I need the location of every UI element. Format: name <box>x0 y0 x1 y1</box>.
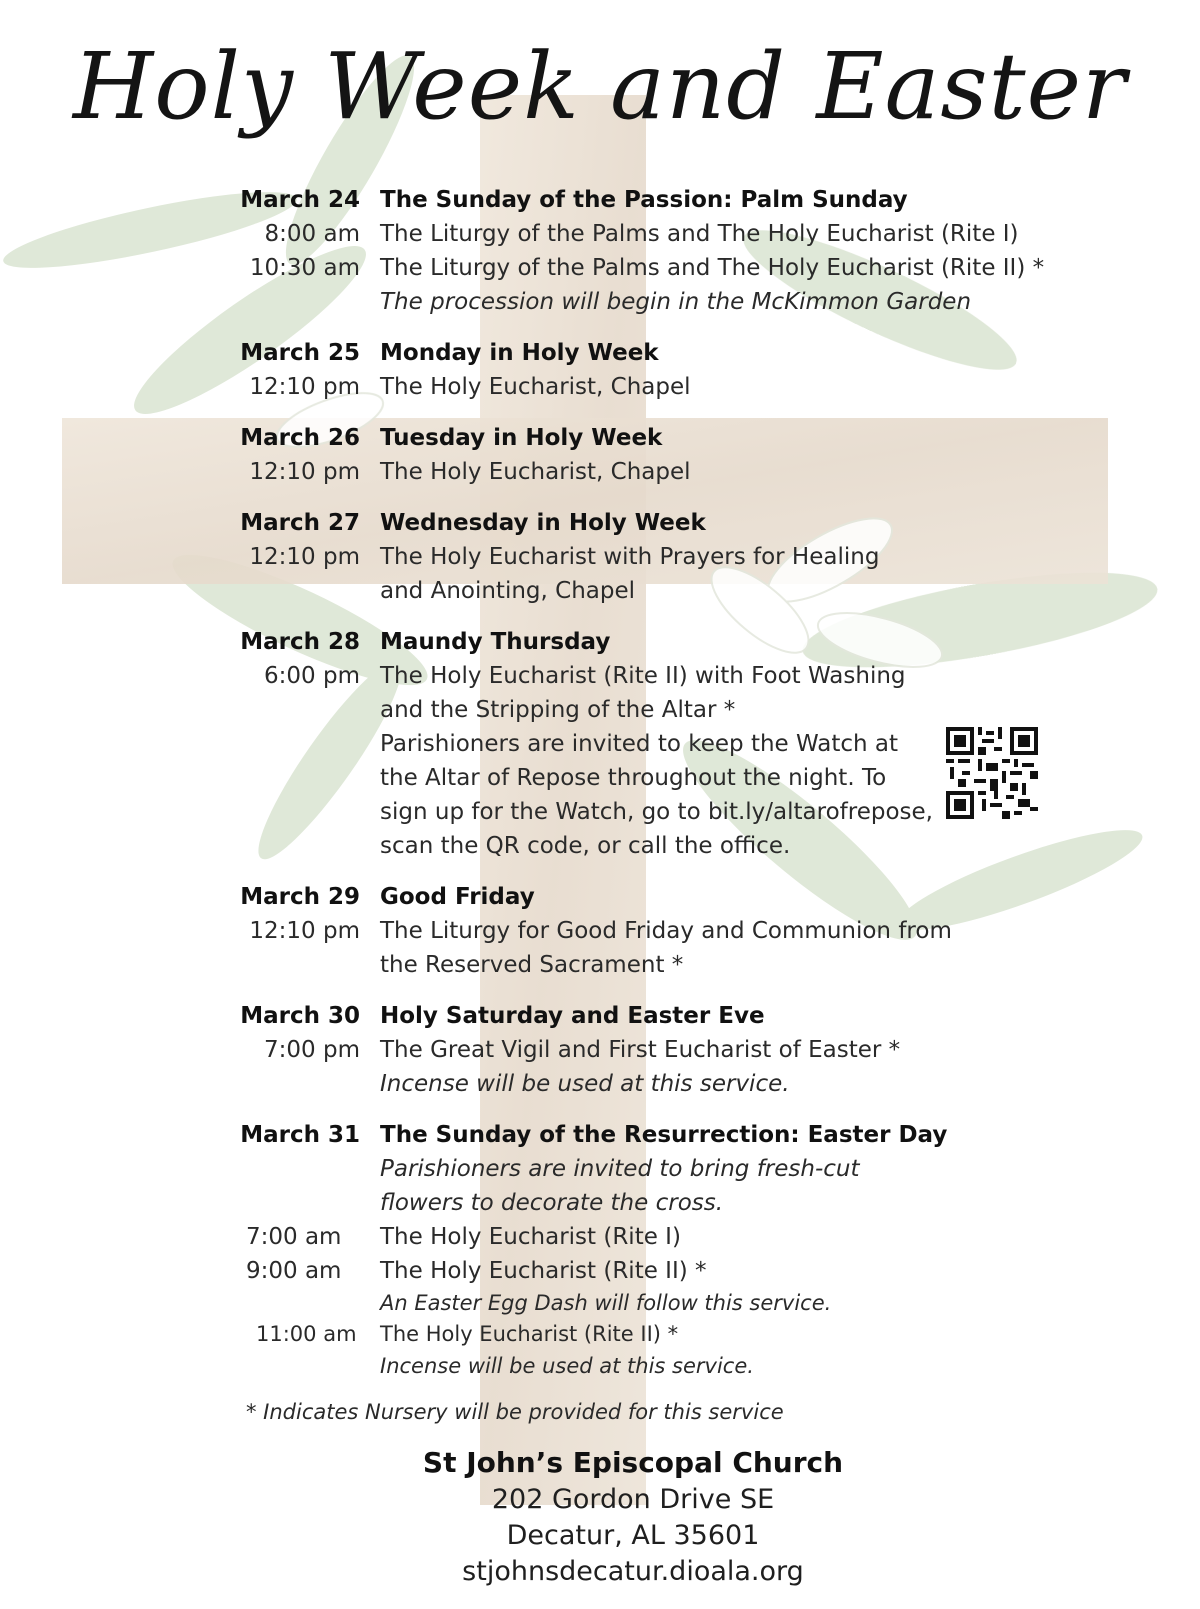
service-row <box>0 694 1200 727</box>
service-row <box>0 456 1200 489</box>
service-time: 8:00 am <box>264 221 360 247</box>
day-title: The Sunday of the Passion: Palm Sunday <box>380 187 908 213</box>
date-label: March 28 <box>240 629 360 655</box>
church-address-line2: Decatur, AL 35601 <box>506 1520 760 1551</box>
service-note: Incense will be used at this service. <box>380 1071 790 1097</box>
day-heading-row <box>0 1000 1200 1033</box>
date-label: March 24 <box>240 187 360 213</box>
service-text: the Altar of Repose throughout the night. To <box>380 765 887 791</box>
service-note: Parishioners are invited to bring fresh-cut <box>380 1156 860 1182</box>
church-website[interactable]: stjohnsdecatur.dioala.org <box>462 1556 804 1587</box>
service-time: 12:10 pm <box>249 374 360 400</box>
day-heading-row <box>0 626 1200 659</box>
date-label: March 30 <box>240 1003 360 1029</box>
service-text: The Liturgy of the Palms and The Holy Eucharist (Rite II) * <box>380 255 1045 281</box>
service-note: Incense will be used at this service. <box>380 1354 754 1378</box>
service-time: 12:10 pm <box>249 918 360 944</box>
service-note-row <box>0 1350 1200 1383</box>
service-row <box>0 660 1200 693</box>
service-row <box>0 1034 1200 1067</box>
service-time: 7:00 pm <box>264 1037 360 1063</box>
day-heading-row <box>0 881 1200 914</box>
service-text: The Holy Eucharist (Rite II) * <box>380 1322 679 1346</box>
day-heading-row <box>0 1119 1200 1152</box>
service-text: The Holy Eucharist with Prayers for Healing <box>380 544 880 570</box>
page-title: Holy Week and Easter <box>72 33 1128 140</box>
service-note: flowers to decorate the cross. <box>380 1190 724 1216</box>
date-label: March 29 <box>240 884 360 910</box>
service-row <box>0 218 1200 251</box>
day-heading-row <box>0 422 1200 455</box>
service-row <box>0 1255 1200 1288</box>
service-time: 9:00 am <box>246 1258 342 1284</box>
service-row <box>0 830 1200 863</box>
service-text: The Great Vigil and First Eucharist of Easter * <box>380 1037 901 1063</box>
service-note: The procession will begin in the McKimmon Garden <box>380 289 972 315</box>
service-text: The Holy Eucharist, Chapel <box>380 459 691 485</box>
service-row <box>0 252 1200 285</box>
church-address-line1: 202 Gordon Drive SE <box>491 1484 775 1515</box>
service-row <box>0 915 1200 948</box>
service-text: the Reserved Sacrament * <box>380 952 684 978</box>
service-text: sign up for the Watch, go to bit.ly/altarofrepose, <box>380 799 933 825</box>
service-note: An Easter Egg Dash will follow this service. <box>380 1291 832 1315</box>
day-heading-row <box>0 337 1200 370</box>
service-row <box>0 1318 1200 1351</box>
service-text: The Holy Eucharist (Rite II) with Foot Washing <box>380 663 906 689</box>
date-label: March 31 <box>240 1122 360 1148</box>
day-title: Monday in Holy Week <box>380 340 659 366</box>
service-row <box>0 575 1200 608</box>
service-text: and Anointing, Chapel <box>380 578 636 604</box>
service-time: 12:10 pm <box>249 544 360 570</box>
service-row <box>0 1221 1200 1254</box>
day-title: Wednesday in Holy Week <box>380 510 706 536</box>
service-text: The Liturgy of the Palms and The Holy Eucharist (Rite I) <box>380 221 1019 247</box>
day-title: Holy Saturday and Easter Eve <box>380 1003 765 1029</box>
service-row <box>0 541 1200 574</box>
date-label: March 27 <box>240 510 360 536</box>
service-note-row <box>0 1287 1200 1320</box>
service-text: Parishioners are invited to keep the Watch at <box>380 731 899 757</box>
date-label: March 26 <box>240 425 360 451</box>
service-note-row <box>0 286 1200 319</box>
service-time: 6:00 pm <box>264 663 360 689</box>
day-title: The Sunday of the Resurrection: Easter Day <box>380 1122 948 1148</box>
day-title: Maundy Thursday <box>380 629 611 655</box>
service-time: 11:00 am <box>256 1322 357 1346</box>
service-note-row <box>0 1068 1200 1101</box>
service-row <box>0 949 1200 982</box>
service-note-row <box>0 1187 1200 1220</box>
service-text: The Holy Eucharist (Rite II) * <box>380 1258 707 1284</box>
service-row <box>0 371 1200 404</box>
nursery-footnote: * Indicates Nursery will be provided for this service <box>246 1400 784 1424</box>
service-text: The Liturgy for Good Friday and Communion from <box>380 918 952 944</box>
service-text: scan the QR code, or call the office. <box>380 833 791 859</box>
day-heading-row <box>0 184 1200 217</box>
service-text: The Holy Eucharist, Chapel <box>380 374 691 400</box>
qr-code[interactable] <box>946 727 1038 819</box>
date-label: March 25 <box>240 340 360 366</box>
service-time: 7:00 am <box>246 1224 342 1250</box>
service-time: 10:30 am <box>249 255 360 281</box>
church-name: St John’s Episcopal Church <box>422 1446 844 1479</box>
service-text: The Holy Eucharist (Rite I) <box>380 1224 681 1250</box>
service-text: and the Stripping of the Altar * <box>380 697 736 723</box>
day-title: Tuesday in Holy Week <box>380 425 663 451</box>
service-time: 12:10 pm <box>249 459 360 485</box>
day-heading-row <box>0 507 1200 540</box>
day-title: Good Friday <box>380 884 535 910</box>
service-note-row <box>0 1153 1200 1186</box>
